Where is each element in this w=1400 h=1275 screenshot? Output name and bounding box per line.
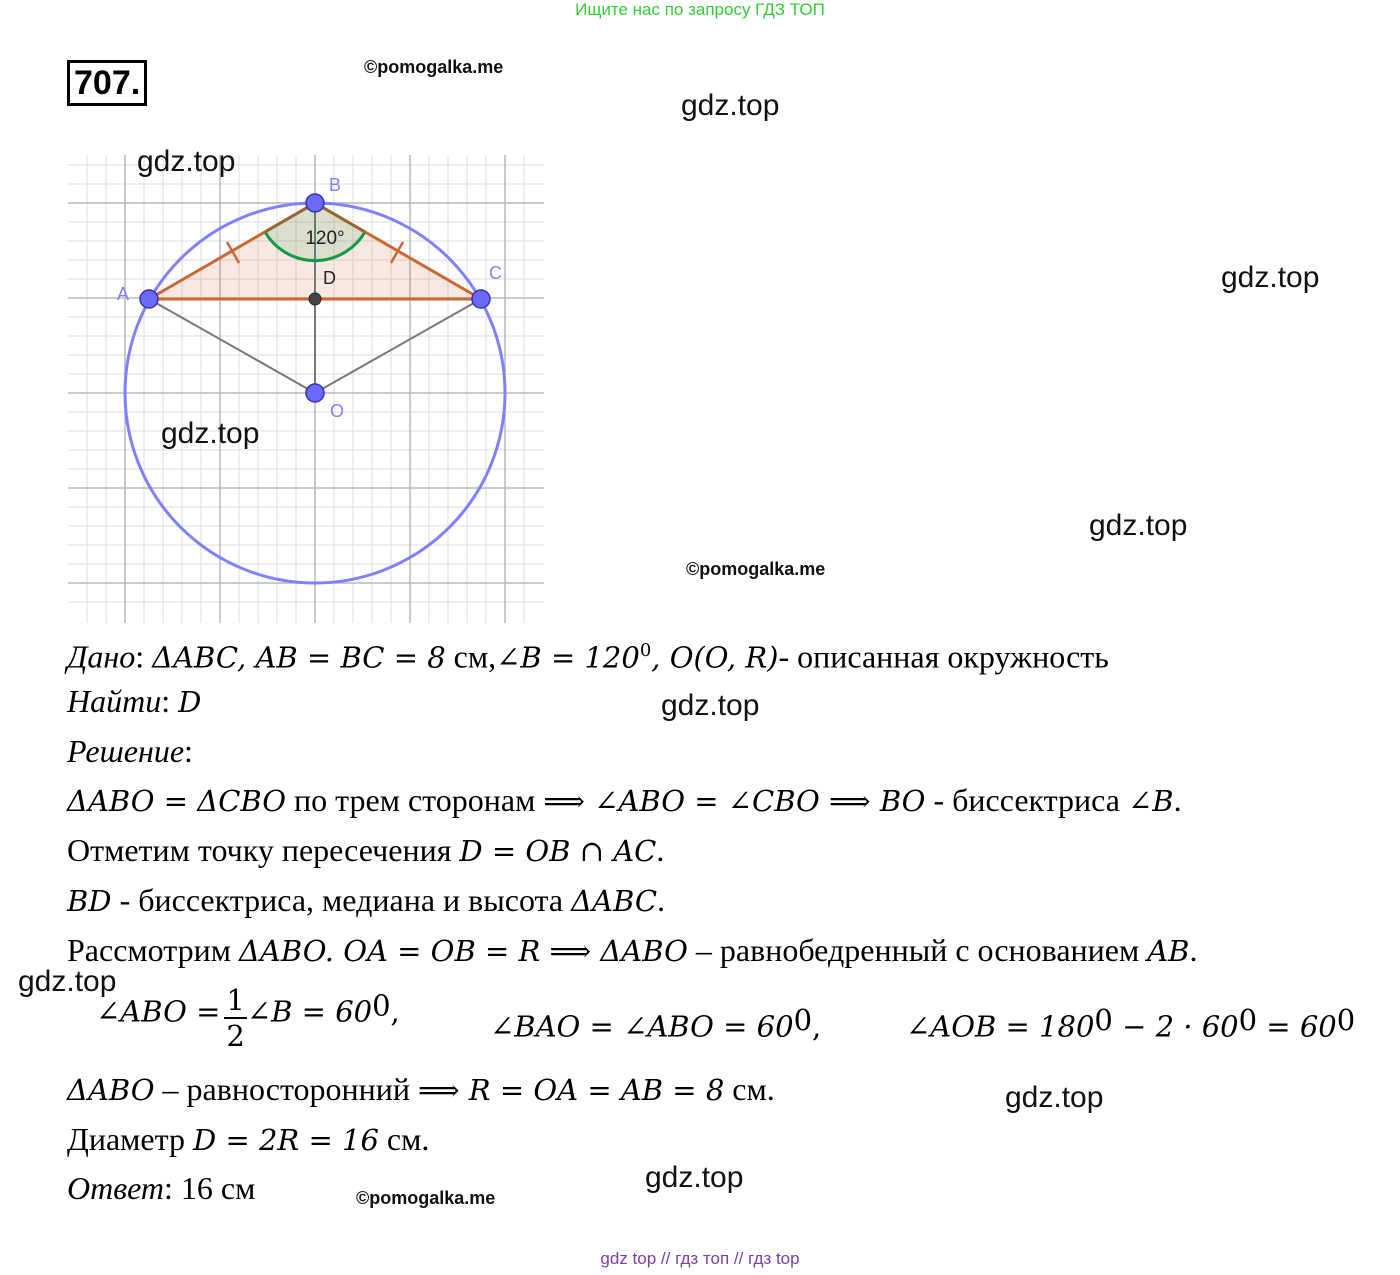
step-4: Рассмотрим ΔABO. OA = OB = R ⟹ ΔABO – равнобедренный с основанием AB. xyxy=(67,932,1198,968)
copyright-watermark: ©pomogalka.me xyxy=(686,559,826,579)
fraction-one-half: $\frac{1}{2}$ xyxy=(226,983,245,1053)
site-watermark: gdz.top xyxy=(1221,261,1320,294)
label-o: O xyxy=(330,401,345,421)
formula-abo: ∠ABO = $\frac{1}{2}$ ∠B = $60^0$, xyxy=(96,983,400,1053)
site-watermark: gdz.top xyxy=(137,145,236,178)
step-2: Отметим точку пересечения D = OB ∩ AC. xyxy=(67,832,665,868)
answer-line: Ответ: 16 см xyxy=(67,1170,256,1206)
copyright-watermark: ©pomogalka.me xyxy=(364,57,504,77)
label-d: D xyxy=(323,268,336,288)
problem-number: 707. xyxy=(67,60,147,106)
site-watermark: gdz.top xyxy=(661,689,760,722)
find-line: Найти: D xyxy=(67,683,202,719)
copyright-watermark: ©pomogalka.me xyxy=(356,1188,496,1208)
search-banner: Ищите нас по запросу ГДЗ ТОП xyxy=(575,0,825,19)
segment-co xyxy=(315,299,481,393)
site-watermark: gdz.top xyxy=(161,417,260,450)
label-a: A xyxy=(117,284,130,304)
given-line: Дано: ΔABC, AB = BC = 8 см,∠B = $120^0$, O(O, R)- описанная окружность xyxy=(67,638,1109,675)
formula-bao: ∠BAO = ∠ABO = $60^0$, xyxy=(490,1003,822,1044)
site-watermark: gdz.top xyxy=(645,1161,744,1194)
step-6: Диаметр D = 2R = 16 см. xyxy=(67,1121,430,1157)
point-o xyxy=(306,384,324,402)
step-1: ΔABO = ΔCBO по трем сторонам ⟹ ∠ABO = ∠CBO ⟹ BO - биссектриса ∠B. xyxy=(67,782,1182,818)
site-watermark: gdz.top xyxy=(18,965,117,998)
angle-label: 120° xyxy=(305,228,345,249)
site-watermark: gdz.top xyxy=(681,89,780,122)
point-a xyxy=(140,290,158,308)
point-c xyxy=(472,290,490,308)
step-3: BD - биссектриса, медиана и высота ΔABC. xyxy=(67,882,666,918)
site-watermark: gdz.top xyxy=(1089,509,1188,542)
site-watermark: gdz.top xyxy=(1005,1081,1104,1114)
footer-links[interactable]: gdz top // гдз топ // гдз top xyxy=(600,1249,800,1268)
step-5: ΔABO – равносторонний ⟹ R = OA = AB = 8 см. xyxy=(67,1071,775,1107)
geometry-figure xyxy=(68,155,544,623)
point-d xyxy=(309,293,321,305)
point-b xyxy=(306,194,324,212)
solution-line: Решение: xyxy=(67,733,193,769)
label-c: C xyxy=(489,263,502,283)
segment-ao xyxy=(149,299,315,393)
formula-aob: ∠AOB = $180^0 - 2 \cdot 60^0 = 60^0$ xyxy=(906,1003,1356,1044)
label-b: B xyxy=(329,175,342,195)
